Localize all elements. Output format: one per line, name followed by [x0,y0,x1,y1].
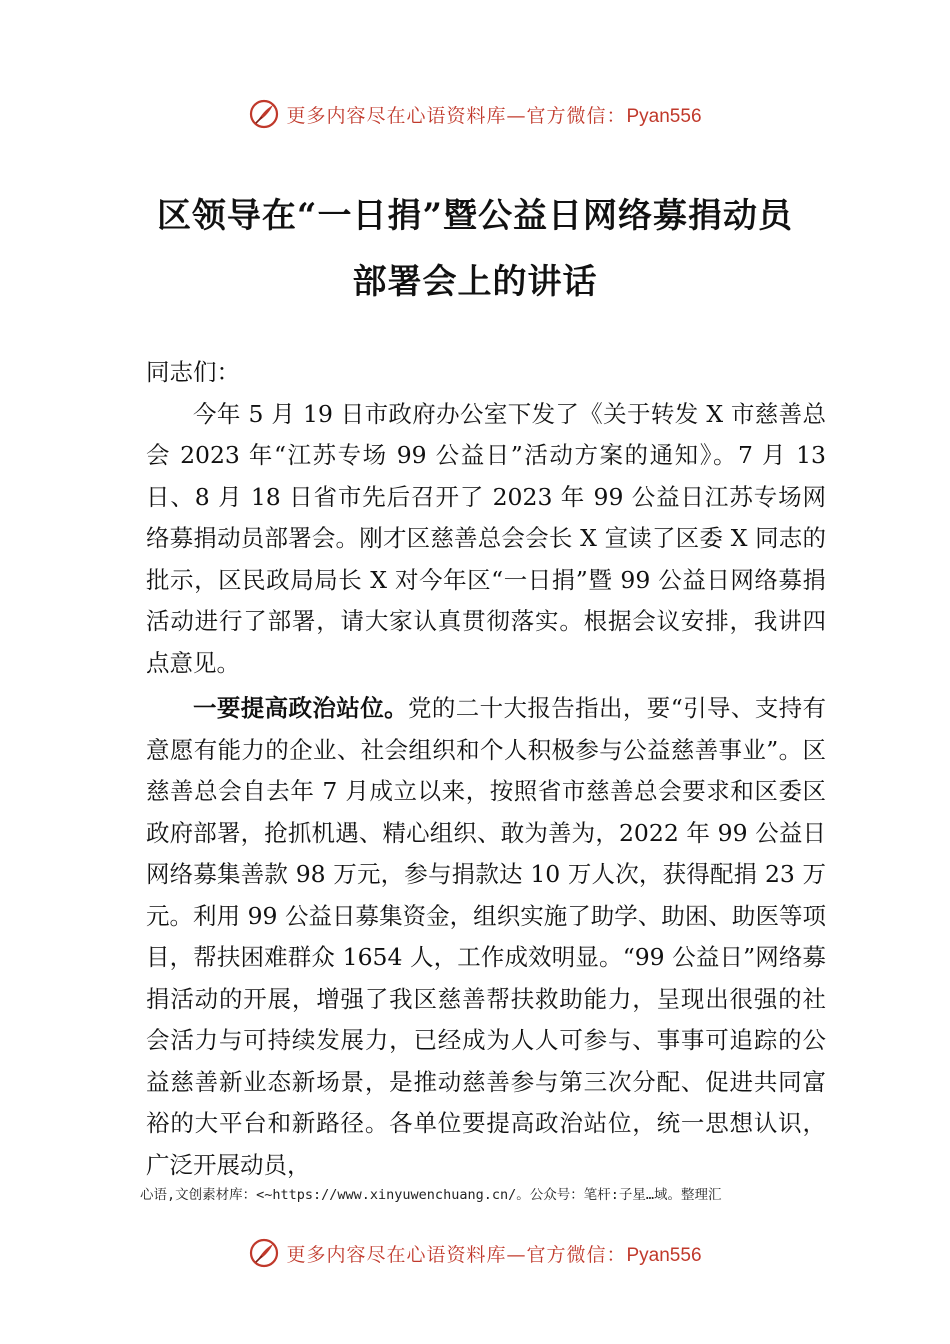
paragraph-1: 今年 5 月 19 日市政府办公室下发了《关于转发 X 市慈善总会 2023 年“江苏专场 99 公益日”活动方案的通知》。7 月 13 日、8 月 18 日省市先后召开了 2023 年 99 公益日江苏专场网络募捐动员部署会。刚才区慈善总会会长 X 宣读了区委 X 同志的批示，区民政局局长 X 对今年区“一日捐”暨 99 公益日网络募捐活动进行了部署，请大家认真贯彻落实。根据会议安排，我讲四点意见。 [146,399,826,677]
document-body [146,352,826,1186]
document-title-line-1: 区领导在“一日捐”暨公益日网络募捐动员 [156,196,794,236]
feather-logo-icon [248,1237,280,1269]
paragraph-2 [146,688,826,1186]
watermark-text: 更多内容尽在心语资料库—官方微信：Pyan556 [286,104,702,127]
header-watermark-banner [0,94,950,134]
salutation: 同志们： [146,358,240,386]
feather-logo-icon [248,98,280,130]
wechat-id: Pyan556 [626,105,702,127]
wechat-id: Pyan556 [626,1244,702,1266]
document-title-line-2: 部署会上的讲话 [352,262,598,302]
paragraph-2-body: 党的二十大报告指出，要“引导、支持有意愿有能力的企业、社会组织和个人积极参与公益慈善事业”。区慈善总会自去年 7 月成立以来，按照省市慈善总会要求和区委区政府部署，抢抓机遇、精心组织、敢为善为，2022 年 99 公益日网络募集善款 98 万元，参与捐款达 10 万人次，获得配捐 23 万元。利用 99 公益日募集资金，组织实施了助学、助困、助医等项目，帮扶困难群众 1654 人，工作成效明显。“99 公益日”网络募捐活动的开展，增强了我区慈善帮扶救助能力，呈现出很强的社会活力与可持续发展力，已经成为人人可参与、事事可追踪的公益慈善新业态新场景，是推动慈善参与第三次分配、促进共同富裕的大平台和新路径。各单位要提高政治站位，统一思想认识，广泛开展动员， [146,694,827,1179]
footer-watermark-banner [0,1233,950,1273]
paragraph-2-lead: 一要提高政治站位。 [193,694,408,722]
source-footer-line: 心语,文创素材库：<~https://www.xinyuwenchuang.cn/。公众号：笔杆:子星…域。整理汇 [140,1187,722,1203]
watermark-text: 更多内容尽在心语资料库—官方微信：Pyan556 [286,1243,702,1266]
